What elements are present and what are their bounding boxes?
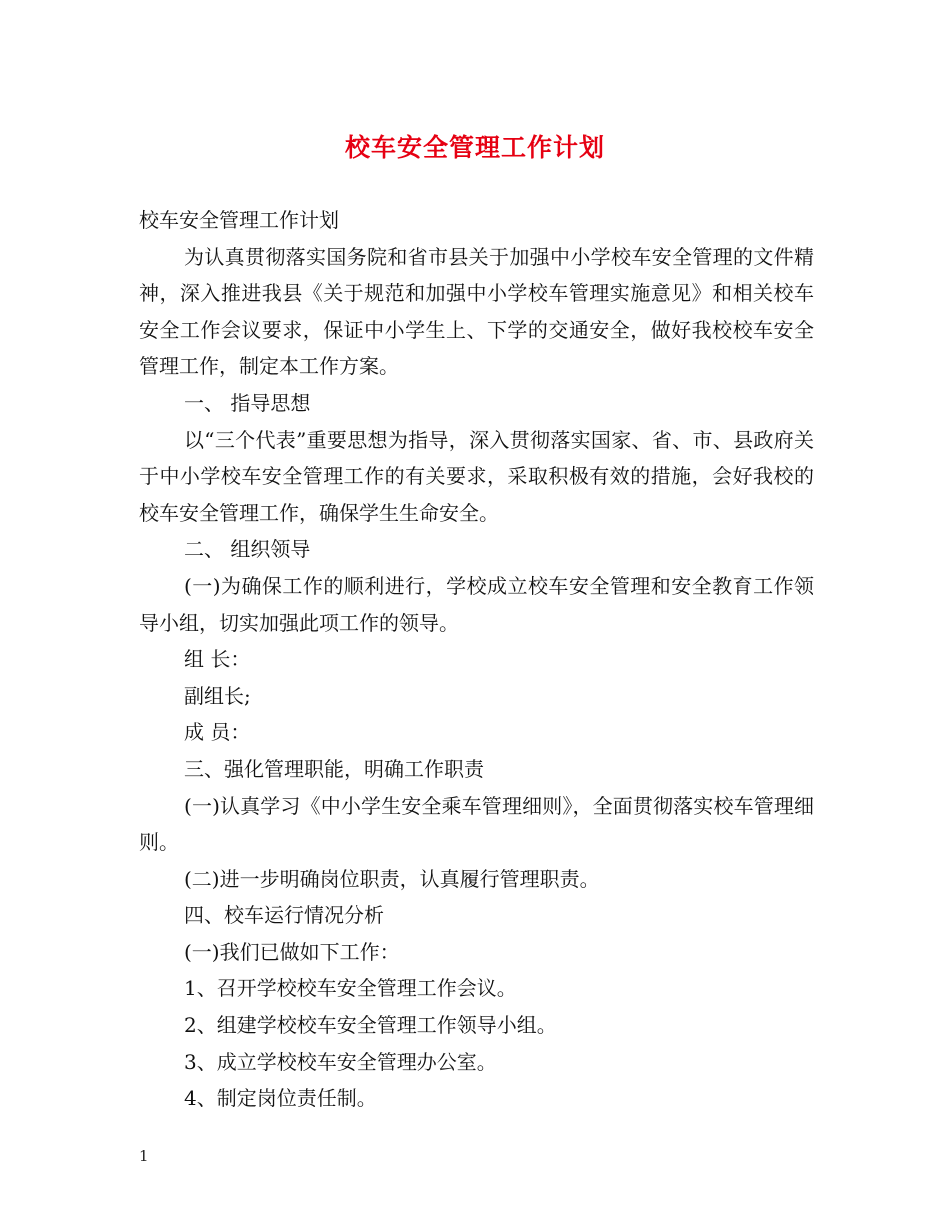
completed-work-3: 3、成立学校校车安全管理办公室。 — [184, 1049, 497, 1074]
organization-paragraph: (一)为确保工作的顺利进行，学校成立校车安全管理和安全教育工作领导小组，切实加强此项工作的领导。 — [139, 573, 814, 635]
deputy-leader-line: 副组长; — [184, 683, 251, 708]
page-number: 1 — [139, 1147, 149, 1165]
completed-work-2: 2、组建学校校车安全管理工作领导小组。 — [184, 1013, 557, 1038]
guiding-thought-paragraph: 以“三个代表”重要思想为指导，深入贯彻落实国家、省、市、县政府关于中小学校车安全管理工作的有关要求，采取积极有效的措施，会好我校的校车安全管理工作，确保学生生命安全。 — [139, 427, 814, 525]
completed-work-1: 1、召开学校校车安全管理工作会议。 — [184, 976, 517, 1001]
intro-paragraph: 为认真贯彻落实国务院和省市县关于加强中小学校车安全管理的文件精神，深入推进我县《关于规范和加强中小学校车管理实施意见》和相关校车安全工作会议要求，保证中小学生上、下学的交通安全，做好我校校车安全管理工作，制定本工作方案。 — [139, 244, 814, 379]
document-subtitle: 校车安全管理工作计划 — [139, 208, 339, 232]
document-body — [139, 202, 814, 1117]
responsibility-item-1: (一)认真学习《中小学生安全乘车管理细则》，全面贯彻落实校车管理细则。 — [139, 793, 814, 855]
section-heading-analysis: 四、校车运行情况分析 — [184, 903, 384, 928]
analysis-item-1: (一)我们已做如下工作： — [184, 939, 400, 964]
section-heading-guiding-thought: 一、 指导思想 — [184, 390, 311, 415]
document-title: 校车安全管理工作计划 — [344, 133, 605, 162]
group-leader-line: 组 长： — [184, 647, 251, 672]
members-line: 成 员： — [184, 720, 251, 745]
section-heading-organization: 二、 组织领导 — [184, 537, 311, 562]
completed-work-4: 4、制定岗位责任制。 — [184, 1086, 377, 1111]
responsibility-item-2: (二)进一步明确岗位职责，认真履行管理职责。 — [184, 866, 600, 891]
section-heading-responsibilities: 三、强化管理职能，明确工作职责 — [184, 756, 484, 781]
